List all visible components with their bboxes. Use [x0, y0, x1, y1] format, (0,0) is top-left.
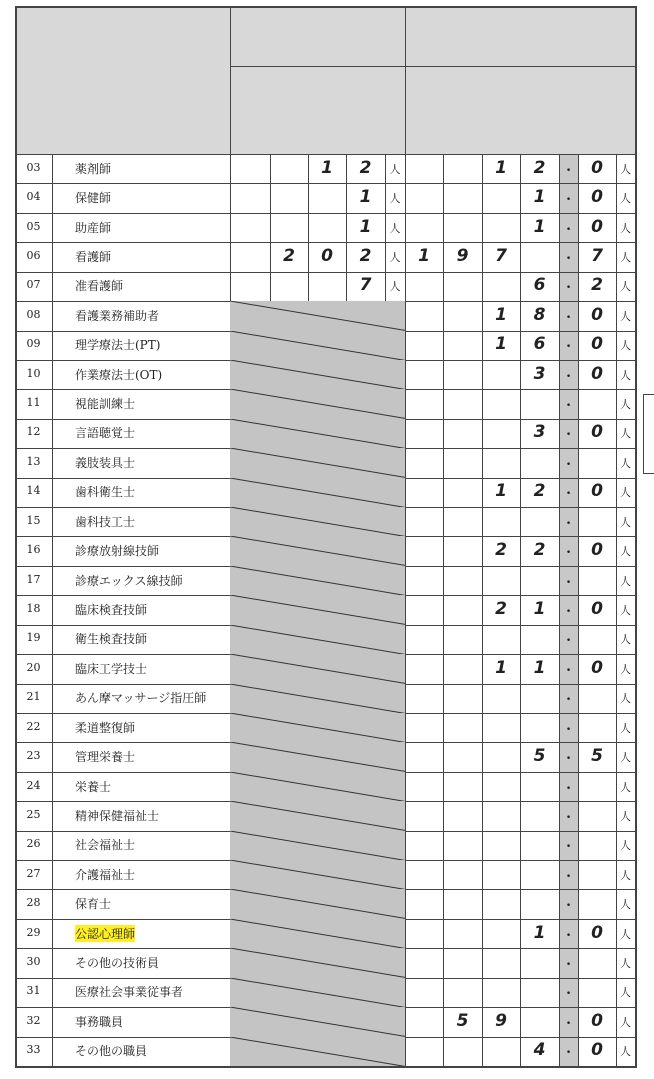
disabled-cell [230, 860, 405, 889]
unit-label: 人 [620, 692, 631, 706]
disabled-cell [230, 772, 405, 801]
fte-decimal-digit[interactable]: 0 [591, 481, 603, 502]
disabled-cell [230, 684, 405, 713]
decimal-point: . [566, 305, 571, 322]
fte-digit[interactable]: 4 [533, 1040, 546, 1061]
actual-digit[interactable]: 2 [359, 157, 372, 178]
table-row [15, 713, 635, 742]
table-border-bottom [15, 1066, 635, 1068]
decimal-point: . [566, 776, 571, 793]
job-name: その他の技術員 [75, 956, 160, 971]
table-row [15, 889, 635, 918]
fte-digit[interactable]: 8 [533, 304, 546, 325]
table-row [15, 1007, 635, 1036]
row-number: 05 [26, 219, 41, 233]
unit-label: 人 [620, 515, 631, 529]
decimal-point: . [566, 894, 571, 911]
unit-label: 人 [389, 250, 401, 264]
job-name: 薬剤師 [75, 161, 112, 176]
table-row [15, 272, 635, 301]
job-name: 保健師 [75, 191, 112, 206]
table-row [15, 507, 635, 536]
row-number: 13 [26, 454, 41, 468]
row-number: 17 [26, 572, 41, 586]
fte-digit[interactable]: 9 [495, 1010, 507, 1031]
actual-digit[interactable]: 2 [283, 245, 295, 266]
row-number: 22 [26, 719, 41, 733]
disabled-cell [230, 536, 405, 565]
job-name: 准看護師 [75, 279, 124, 294]
header-divider [230, 66, 635, 67]
job-name: あん摩マッサージ指圧師 [75, 691, 207, 706]
disabled-cell [230, 507, 405, 536]
unit-label: 人 [389, 221, 401, 235]
disabled-cell [230, 1007, 405, 1036]
disabled-cell [230, 448, 405, 477]
job-name: 臨床検査技師 [75, 602, 148, 617]
fte-digit[interactable]: 1 [533, 922, 546, 943]
job-name: 事務職員 [75, 1014, 124, 1029]
unit-label: 人 [620, 780, 631, 794]
job-name: 保育士 [75, 897, 112, 912]
job-name: 言語聴覚士 [75, 426, 136, 441]
fte-digit[interactable]: 1 [495, 334, 507, 355]
row-number: 31 [26, 984, 41, 998]
decimal-point: . [566, 658, 571, 675]
row-number: 19 [26, 631, 41, 645]
fte-digit[interactable]: 2 [495, 540, 507, 561]
disabled-cell [230, 625, 405, 654]
job-name: 栄養士 [75, 779, 112, 794]
fte-decimal-digit[interactable]: 0 [591, 334, 603, 355]
job-name: 管理栄養士 [75, 750, 136, 765]
job-name: 歯科技工士 [75, 514, 136, 529]
unit-label: 人 [620, 751, 631, 765]
table-row [15, 948, 635, 977]
table-row [15, 213, 635, 242]
decimal-point: . [566, 511, 571, 528]
job-name: 介護福祉士 [75, 867, 136, 882]
table-row [15, 331, 635, 360]
unit-label: 人 [620, 1045, 631, 1059]
actual-digit[interactable]: 0 [321, 245, 333, 266]
table-border-top [15, 6, 635, 8]
row-number: 07 [26, 278, 41, 292]
job-name: 診療エックス線技師 [75, 573, 183, 588]
table-row [15, 742, 635, 771]
decimal-point: . [566, 482, 571, 499]
fte-digit[interactable]: 2 [533, 540, 546, 561]
fte-digit[interactable]: 1 [495, 481, 507, 502]
unit-label: 人 [620, 868, 631, 882]
row-number: 12 [26, 425, 41, 439]
decimal-point: . [566, 335, 571, 352]
fte-digit[interactable]: 6 [533, 275, 546, 296]
row-number: 25 [26, 807, 41, 821]
actual-digit[interactable]: 1 [359, 216, 372, 237]
decimal-point: . [566, 188, 571, 205]
row-number: 08 [26, 307, 41, 321]
decimal-point: . [566, 864, 571, 881]
job-name: 衛生検査技師 [75, 632, 148, 647]
fte-decimal-digit[interactable]: 0 [591, 157, 603, 178]
unit-label: 人 [620, 809, 631, 823]
table-row [15, 801, 635, 830]
decimal-point: . [566, 717, 571, 734]
row-group-bracket [643, 394, 654, 474]
disabled-cell [230, 919, 405, 948]
job-name: 診療放射線技師 [75, 544, 160, 559]
actual-digit[interactable]: 1 [359, 187, 372, 208]
decimal-point: . [566, 364, 571, 381]
row-number: 15 [26, 513, 41, 527]
unit-label: 人 [620, 339, 631, 353]
fte-decimal-digit[interactable]: 0 [591, 1010, 603, 1031]
disabled-cell [230, 713, 405, 742]
row-number: 30 [26, 955, 41, 969]
fte-digit[interactable]: 1 [533, 657, 546, 678]
job-name: その他の職員 [75, 1044, 148, 1059]
job-name: 作業療法士(OT) [75, 367, 163, 382]
fte-decimal-digit[interactable]: 0 [591, 363, 603, 384]
decimal-point: . [566, 570, 571, 587]
fte-decimal-digit[interactable]: 0 [591, 657, 603, 678]
fte-decimal-digit[interactable]: 0 [591, 540, 603, 561]
job-name: 精神保健福祉士 [75, 808, 160, 823]
disabled-cell [230, 831, 405, 860]
fte-digit[interactable]: 2 [495, 598, 507, 619]
staff-table [15, 6, 635, 1066]
row-number: 10 [26, 366, 41, 380]
row-number: 03 [26, 160, 41, 174]
table-row [15, 625, 635, 654]
table-row [15, 684, 635, 713]
unit-label: 人 [620, 280, 631, 294]
decimal-point: . [566, 452, 571, 469]
row-number: 28 [26, 896, 41, 910]
disabled-cell [230, 360, 405, 389]
fte-decimal-digit[interactable]: 2 [591, 275, 603, 296]
unit-label: 人 [620, 456, 631, 470]
decimal-point: . [566, 246, 571, 263]
disabled-cell [230, 331, 405, 360]
table-row [15, 566, 635, 595]
fte-decimal-digit[interactable]: 0 [591, 422, 603, 443]
row-number: 20 [26, 660, 41, 674]
actual-digit[interactable]: 1 [321, 157, 333, 178]
disabled-cell [230, 1037, 405, 1066]
row-number: 18 [26, 601, 41, 615]
unit-label: 人 [620, 898, 631, 912]
unit-label: 人 [620, 162, 631, 176]
table-row [15, 154, 635, 183]
header-background [15, 6, 635, 154]
disabled-cell [230, 978, 405, 1007]
unit-label: 人 [620, 721, 631, 735]
unit-label: 人 [620, 927, 631, 941]
job-name: 医療社会事業従事者 [75, 985, 184, 1000]
row-number: 09 [26, 337, 41, 351]
decimal-point: . [566, 805, 571, 822]
table-row [15, 595, 635, 624]
job-name: 看護師 [75, 249, 112, 264]
table-row [15, 419, 635, 448]
unit-label: 人 [389, 192, 401, 206]
table-row [15, 183, 635, 212]
unit-label: 人 [620, 839, 631, 853]
disabled-cell [230, 595, 405, 624]
fte-digit[interactable]: 9 [456, 245, 469, 266]
row-number: 24 [26, 778, 41, 792]
job-name: 義肢装具士 [75, 455, 136, 470]
decimal-point: . [566, 1041, 571, 1058]
fte-digit[interactable]: 7 [495, 245, 507, 266]
unit-label: 人 [620, 633, 631, 647]
unit-label: 人 [620, 486, 631, 500]
disabled-cell [230, 419, 405, 448]
table-border-right [635, 6, 637, 1068]
actual-digit[interactable]: 2 [359, 245, 372, 266]
decimal-point: . [566, 953, 571, 970]
decimal-point: . [566, 599, 571, 616]
disabled-cell [230, 566, 405, 595]
disabled-cell [230, 301, 405, 330]
row-number: 32 [26, 1013, 41, 1027]
disabled-cell [230, 389, 405, 418]
actual-digit[interactable]: 7 [359, 275, 372, 296]
disabled-cell [230, 742, 405, 771]
fte-digit[interactable]: 5 [533, 746, 546, 767]
table-row [15, 978, 635, 1007]
table-row [15, 919, 635, 948]
disabled-cell [230, 889, 405, 918]
fte-digit[interactable]: 2 [533, 157, 546, 178]
row-number: 29 [26, 925, 41, 939]
row-number: 06 [26, 248, 41, 262]
fte-digit[interactable]: 2 [533, 481, 546, 502]
fte-digit[interactable]: 1 [533, 598, 546, 619]
disabled-cell [230, 801, 405, 830]
job-name: 柔道整復師 [75, 720, 136, 735]
job-name: 視能訓練士 [75, 397, 136, 412]
table-row [15, 389, 635, 418]
row-number: 33 [26, 1043, 41, 1057]
decimal-point: . [566, 394, 571, 411]
table-row [15, 772, 635, 801]
unit-label: 人 [620, 192, 631, 206]
fte-decimal-digit[interactable]: 0 [591, 216, 603, 237]
fte-digit[interactable]: 1 [495, 157, 507, 178]
fte-digit[interactable]: 1 [495, 657, 507, 678]
unit-label: 人 [620, 368, 631, 382]
decimal-point: . [566, 688, 571, 705]
unit-label: 人 [620, 957, 631, 971]
table-row [15, 654, 635, 683]
table-row [15, 536, 635, 565]
fte-digit[interactable]: 1 [533, 187, 546, 208]
unit-label: 人 [620, 662, 631, 676]
table-row [15, 478, 635, 507]
fte-decimal-digit[interactable]: 0 [591, 187, 603, 208]
row-number: 11 [26, 396, 41, 410]
unit-label: 人 [620, 574, 631, 588]
fte-digit[interactable]: 3 [533, 422, 546, 443]
row-number: 04 [26, 190, 41, 204]
fte-decimal-digit[interactable]: 5 [591, 746, 603, 767]
decimal-point: . [566, 158, 571, 175]
unit-label: 人 [620, 427, 631, 441]
decimal-point: . [566, 923, 571, 940]
unit-label: 人 [389, 162, 401, 176]
fte-decimal-digit[interactable]: 0 [591, 598, 603, 619]
disabled-cell [230, 654, 405, 683]
table-row [15, 448, 635, 477]
fte-digit[interactable]: 1 [495, 304, 507, 325]
fte-digit[interactable]: 6 [533, 334, 546, 355]
job-name: 助産師 [75, 220, 112, 235]
job-name: 理学療法士(PT) [75, 338, 161, 353]
unit-label: 人 [620, 545, 631, 559]
row-number: 21 [26, 690, 41, 704]
row-number: 14 [26, 484, 41, 498]
unit-label: 人 [620, 221, 631, 235]
row-number: 26 [26, 837, 41, 851]
fte-decimal-digit[interactable]: 7 [591, 245, 603, 266]
job-name: 臨床工学技士 [75, 661, 148, 676]
fte-digit[interactable]: 3 [533, 363, 546, 384]
decimal-point: . [566, 276, 571, 293]
job-name: 歯科衛生士 [75, 485, 136, 500]
fte-decimal-digit[interactable]: 0 [591, 304, 603, 325]
fte-digit[interactable]: 1 [418, 245, 430, 266]
decimal-point: . [566, 423, 571, 440]
decimal-point: . [566, 217, 571, 234]
table-row [15, 831, 635, 860]
row-number: 23 [26, 749, 41, 763]
table-row [15, 360, 635, 389]
unit-label: 人 [389, 280, 401, 294]
unit-label: 人 [620, 986, 631, 1000]
decimal-point: . [566, 1011, 571, 1028]
disabled-cell [230, 478, 405, 507]
fte-decimal-digit[interactable]: 0 [591, 922, 603, 943]
unit-label: 人 [620, 1015, 631, 1029]
table-row [15, 242, 635, 271]
unit-label: 人 [620, 398, 631, 412]
fte-decimal-digit[interactable]: 0 [591, 1040, 603, 1061]
job-name: 社会福祉士 [75, 838, 136, 853]
decimal-point: . [566, 835, 571, 852]
decimal-point: . [566, 541, 571, 558]
fte-digit[interactable]: 5 [456, 1010, 469, 1031]
decimal-point: . [566, 747, 571, 764]
unit-label: 人 [620, 250, 631, 264]
row-number: 27 [26, 866, 41, 880]
job-name: 看護業務補助者 [75, 308, 160, 323]
fte-digit[interactable]: 1 [533, 216, 546, 237]
decimal-point: . [566, 629, 571, 646]
unit-label: 人 [620, 309, 631, 323]
row-number: 16 [26, 543, 41, 557]
table-row [15, 860, 635, 889]
decimal-point: . [566, 982, 571, 999]
table-row [15, 1037, 635, 1066]
job-name: 公認心理師 [75, 926, 136, 941]
table-row [15, 301, 635, 330]
disabled-cell [230, 948, 405, 977]
unit-label: 人 [620, 603, 631, 617]
